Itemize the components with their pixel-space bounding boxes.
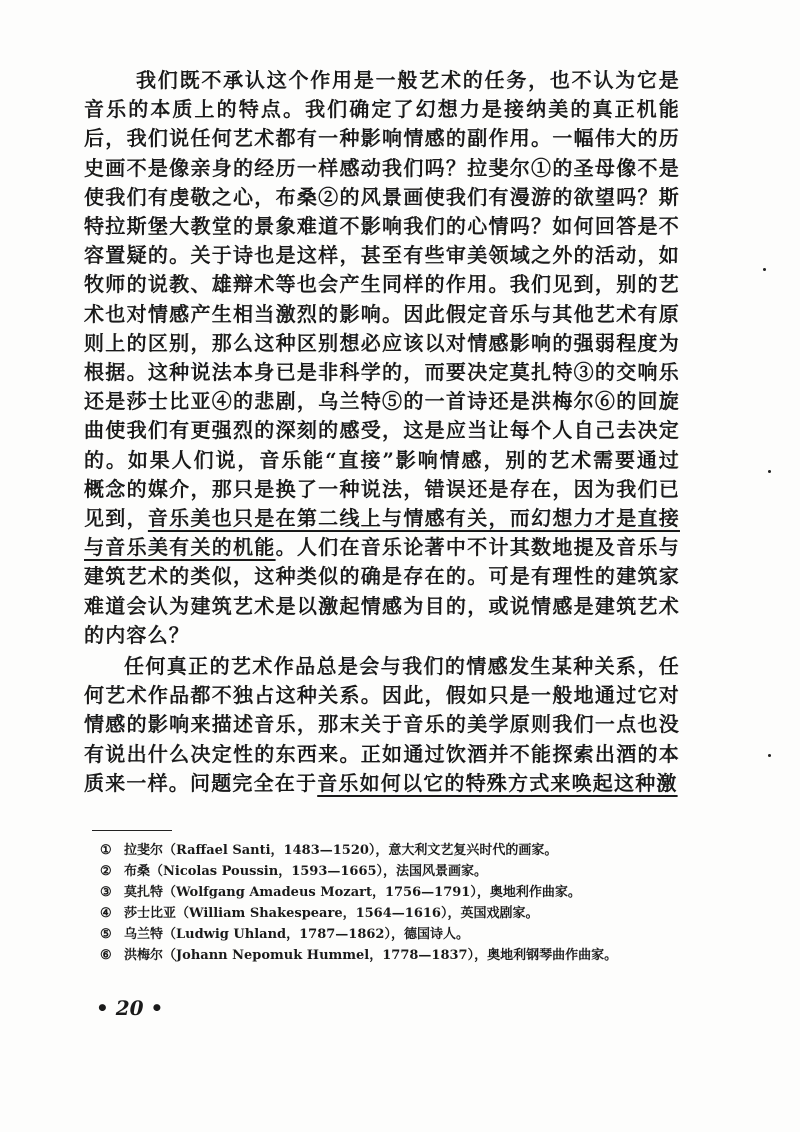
footnote-5 bbox=[100, 924, 680, 945]
paragraph-2 bbox=[84, 652, 680, 798]
footnote-3 bbox=[100, 882, 680, 903]
footnote-1 bbox=[100, 840, 680, 861]
footnote-divider bbox=[92, 830, 172, 831]
paragraph-2-text-a: 任何真正的艺术作品总是会与我们的情感发生某种关系，任何艺术作品都不独占这种关系。因此，假如只是一般地通过它对情感的影响来描述音乐，那末关于音乐的美学原则我们一点也没有说出什么决定性的东西来。正如通过饮酒并不能探索出酒的本质来一样。问题完全在于 bbox=[84, 654, 680, 795]
footnote-text: 莫扎特（Wolfgang Amadeus Mozart，1756—1791），奥地利作曲家。 bbox=[124, 885, 581, 900]
footnote-list bbox=[100, 840, 680, 966]
margin-ink-mark bbox=[763, 268, 766, 271]
footnote-text: 布桑（Nicolas Poussin，1593—1665），法国风景画家。 bbox=[124, 864, 488, 879]
footnote-text: 莎士比亚（William Shakespeare，1564—1616），英国戏剧家。 bbox=[124, 906, 539, 921]
footnote-text: 拉斐尔（Raffael Santi，1483—1520），意大利文艺复兴时代的画家。 bbox=[124, 843, 558, 858]
footnote-text: 洪梅尔（Johann Nepomuk Hummel，1778—1837），奥地利钢琴曲作曲家。 bbox=[124, 948, 618, 963]
footnote-marker: ⑤ bbox=[100, 927, 112, 942]
footnote-4 bbox=[100, 903, 680, 924]
footnote-marker: ③ bbox=[100, 885, 112, 900]
paragraph-1-text-a: 我们既不承认这个作用是一般艺术的任务，也不认为它是音乐的本质上的特点。我们确定了幻想力是接纳美的真正机能后，我们说任何艺术都有一种影响情感的副作用。一幅伟大的历史画不是像亲身的经历一样感动我们吗？拉斐尔①的圣母像不是使我们有虔敬之心，布桑②的风景画使我们有漫游的欲望吗？斯特拉斯堡大教堂的景象难道不影响我们的心情吗？如何回答是不容置疑的。关于诗也是这样，甚至有些审美领域之外的活动，如牧师的说教、雄辩术等也会产生同样的作用。我们见到，别的艺术也对情感产生相当激烈的影响。因此假定音乐与其他艺术有原则上的区别，那么这种区别想必应该以对情感影响的强弱程度为根据。这种说法本身已是非科学的，而要决定莫扎特③的交响乐还是莎士比亚④的悲剧，乌兰特⑤的一首诗还是洪梅尔⑥的回旋曲使我们有更强烈的深刻的感受，这是应当让每个人自己去决定的。如果人们说，音乐能“直接”影响情感，别的艺术需要通过概念的媒介，那只是换了一种说法，错误还是存在，因为我们已见到， bbox=[84, 68, 680, 531]
footnote-marker: ④ bbox=[100, 906, 112, 921]
footnote-text: 乌兰特（Ludwig Uhland，1787—1862），德国诗人。 bbox=[124, 927, 469, 942]
footnote-marker: ② bbox=[100, 864, 112, 879]
paragraph-1-underlined-passage: 音乐美也只是在第二线上与情感有关，而幻想力才是直接与音乐美有关的机能 bbox=[84, 506, 680, 560]
page-number: • 20 • bbox=[96, 996, 164, 1020]
footnote-6 bbox=[100, 945, 680, 966]
paragraph-1-text-b: 。人们在音乐论著中不计其数地提及音乐与建筑艺术的类似，这种类似的确是存在的。可是有理性的建筑家难道会认为建筑艺术是以激起情感为目的，或说情感是建筑艺术的内容么？ bbox=[84, 535, 680, 647]
body-text bbox=[84, 66, 680, 798]
margin-ink-mark bbox=[768, 470, 771, 473]
footnote-marker: ① bbox=[100, 843, 112, 858]
paragraph-2-underlined-passage: 音乐如何以它的特殊方式来唤起这种激 bbox=[317, 770, 678, 795]
footnote-2 bbox=[100, 861, 680, 882]
footnote-marker: ⑥ bbox=[100, 948, 112, 963]
margin-ink-mark bbox=[768, 754, 771, 757]
paragraph-1 bbox=[84, 66, 680, 650]
